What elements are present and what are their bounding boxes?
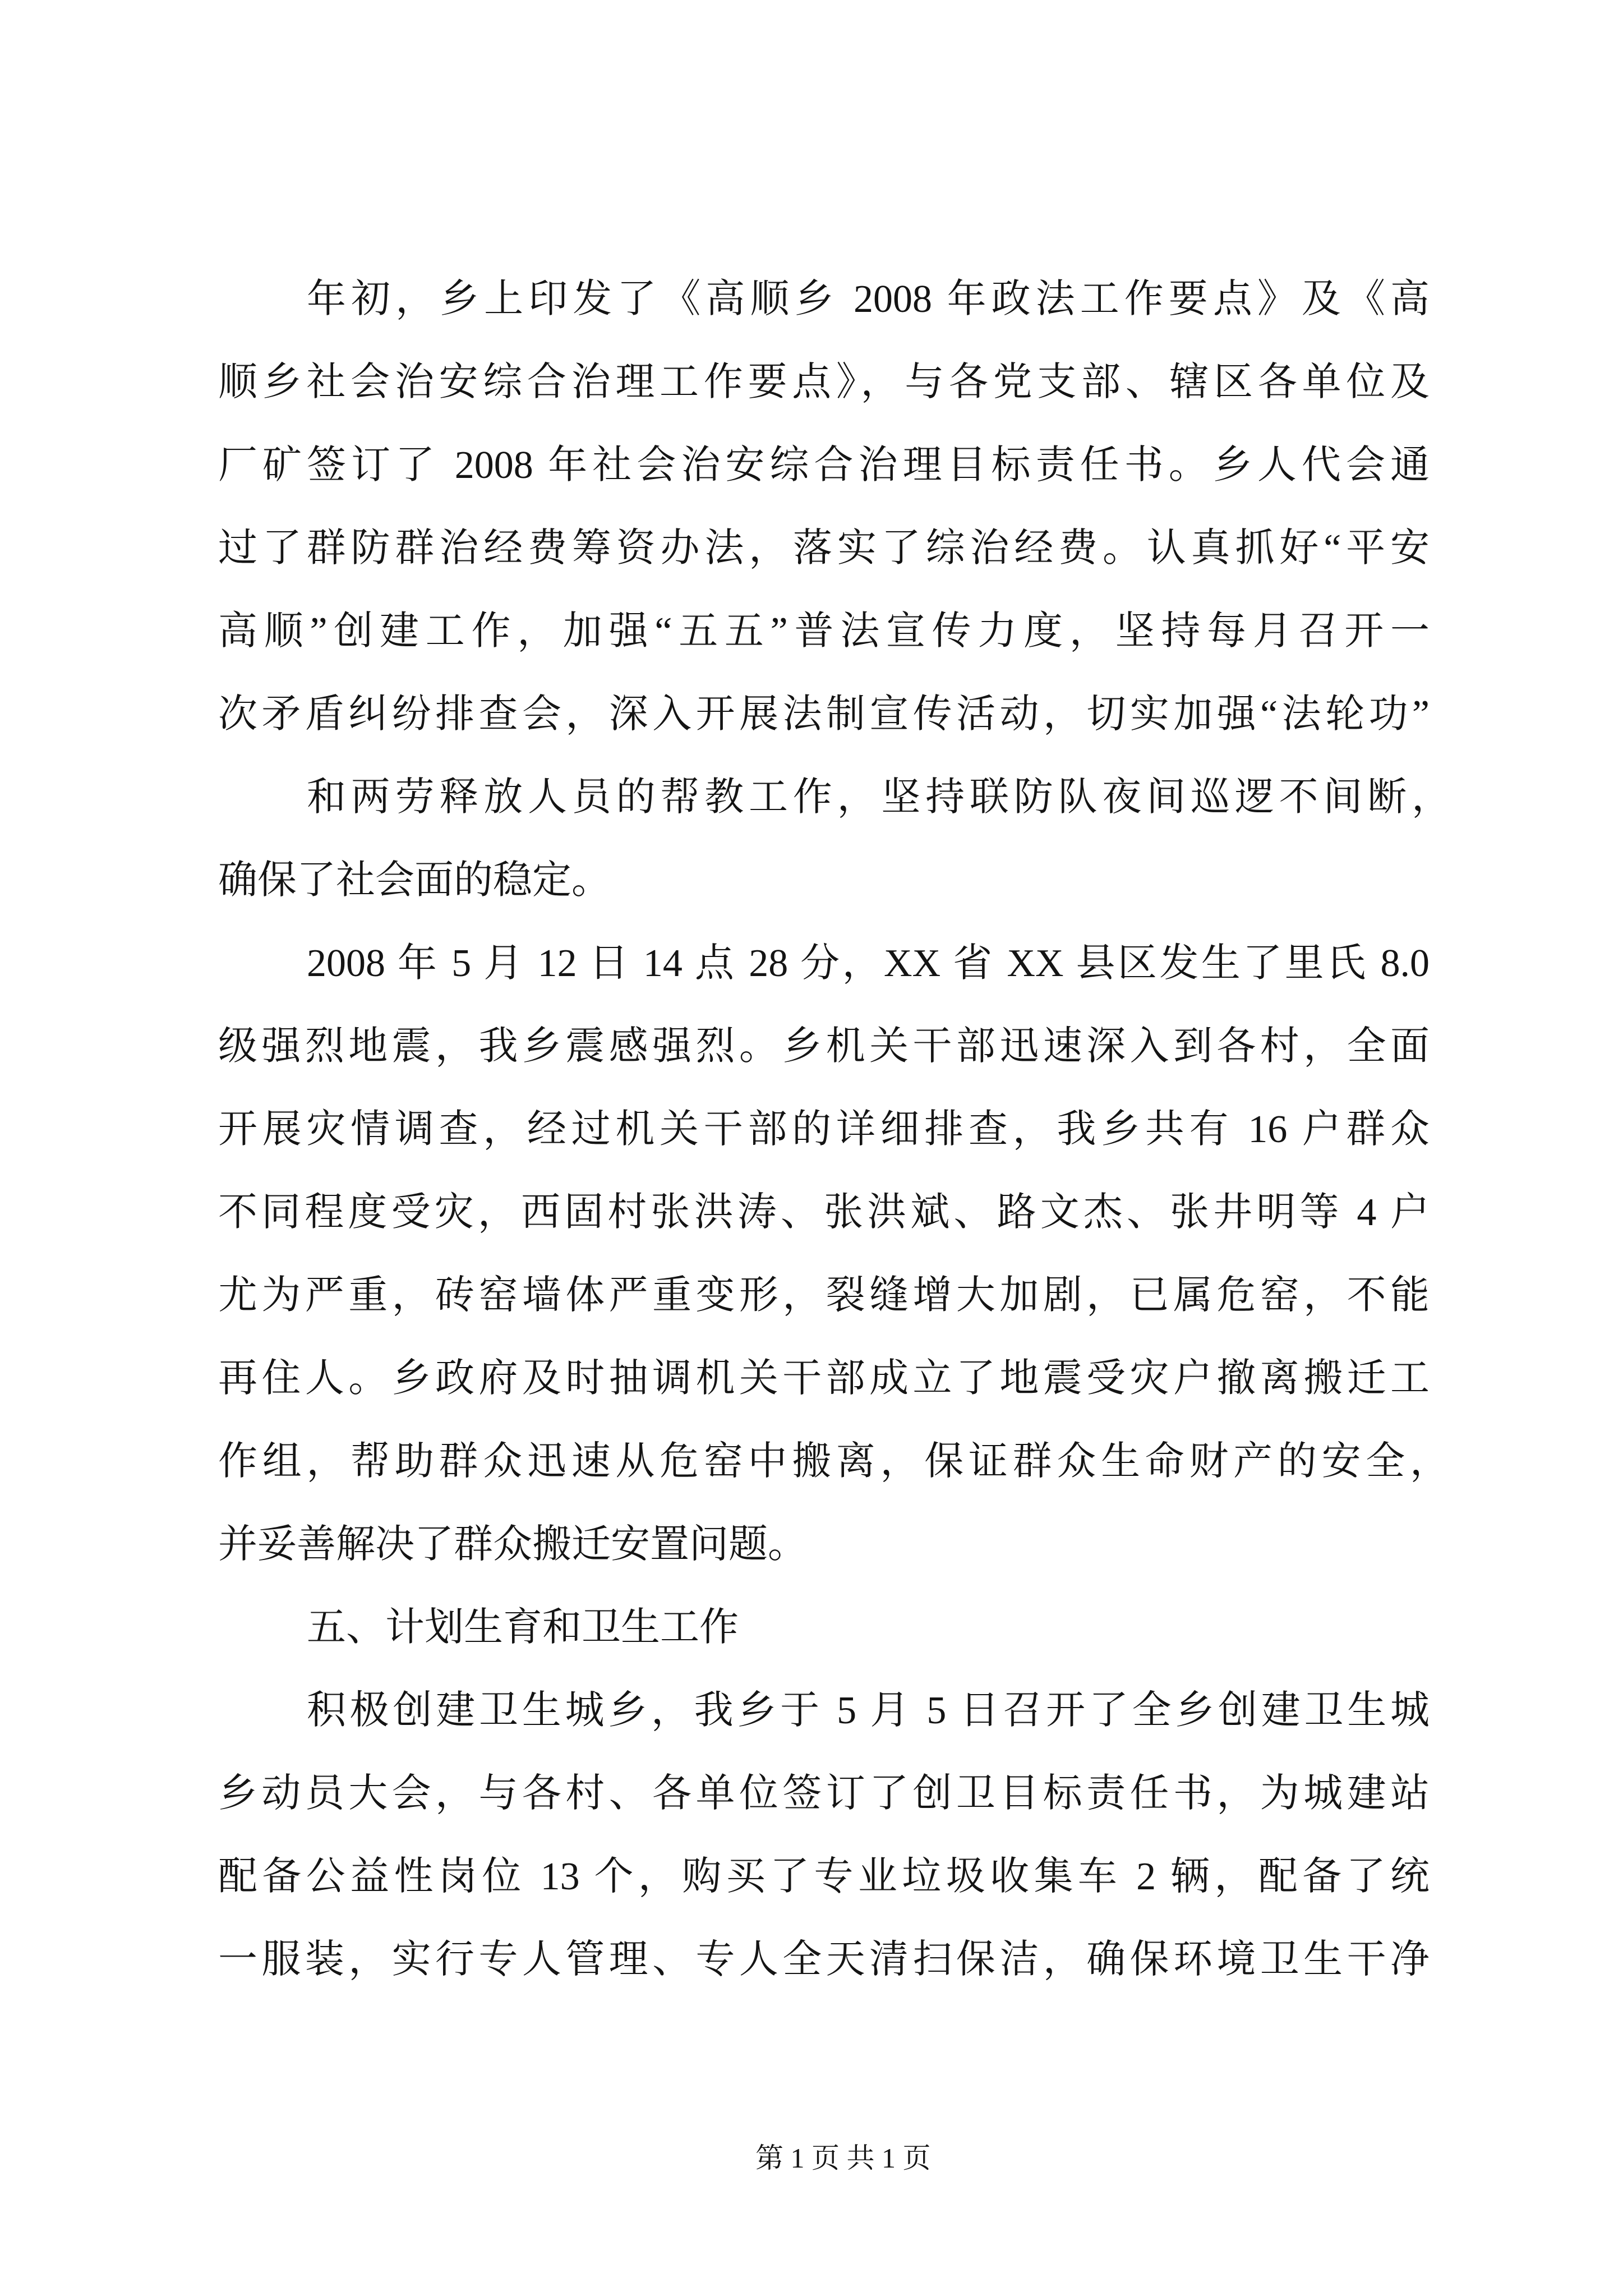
text-line: 一服装，实行专人管理、专人全天清扫保洁，确保环境卫生干净 xyxy=(218,1938,1430,1981)
text-line: 过了群防群治经费筹资办法，落实了综治经费。认真抓好“平安 xyxy=(218,527,1430,570)
text-line: 年初，乡上印发了《高顺乡 2008 年政法工作要点》及《高 xyxy=(307,278,1430,321)
text-line: 确保了社会面的稳定。 xyxy=(218,859,611,902)
text-line: 高顺”创建工作，加强“五五”普法宣传力度，坚持每月召开一 xyxy=(218,610,1430,653)
page-footer: 第 1 页 共 1 页 xyxy=(755,2142,931,2174)
text-line: 2008 年 5 月 12 日 14 点 28 分，XX 省 XX 县区发生了里氏 8.0 xyxy=(307,942,1430,985)
text-line: 级强烈地震，我乡震感强烈。乡机关干部迅速深入到各村，全面 xyxy=(218,1025,1430,1068)
text-line: 不同程度受灾，西固村张洪涛、张洪斌、路文杰、张井明等 4 户 xyxy=(218,1191,1430,1234)
text-line: 尤为严重，砖窑墙体严重变形，裂缝增大加剧，已属危窑，不能 xyxy=(218,1274,1430,1317)
text-line: 并妥善解决了群众搬迁安置问题。 xyxy=(218,1523,807,1566)
text-line: 作组，帮助群众迅速从危窑中搬离，保证群众生命财产的安全， xyxy=(218,1440,1449,1483)
text-line: 再住人。乡政府及时抽调机关干部成立了地震受灾户撤离搬迁工 xyxy=(218,1357,1430,1400)
text-line: 厂矿签订了 2008 年社会治安综合治理目标责任书。乡人代会通 xyxy=(218,444,1430,487)
text-line: 开展灾情调查，经过机关干部的详细排查，我乡共有 16 户群众 xyxy=(218,1108,1430,1151)
section-heading-text: 五、计划生育和卫生工作 xyxy=(307,1606,739,1649)
text-line: 顺乡社会治安综合治理工作要点》，与各党支部、辖区各单位及 xyxy=(218,361,1430,404)
text-line: 和两劳释放人员的帮教工作，坚持联防队夜间巡逻不间断， xyxy=(307,776,1451,819)
text-line: 次矛盾纠纷排查会，深入开展法制宣传活动，切实加强“法轮功” xyxy=(218,693,1430,736)
text-line: 乡动员大会，与各村、各单位签订了创卫目标责任书，为城建站 xyxy=(218,1772,1430,1815)
text-line: 配备公益性岗位 13 个，购买了专业垃圾收集车 2 辆，配备了统 xyxy=(218,1855,1430,1898)
text-line: 积极创建卫生城乡，我乡于 5 月 5 日召开了全乡创建卫生城 xyxy=(307,1689,1430,1732)
